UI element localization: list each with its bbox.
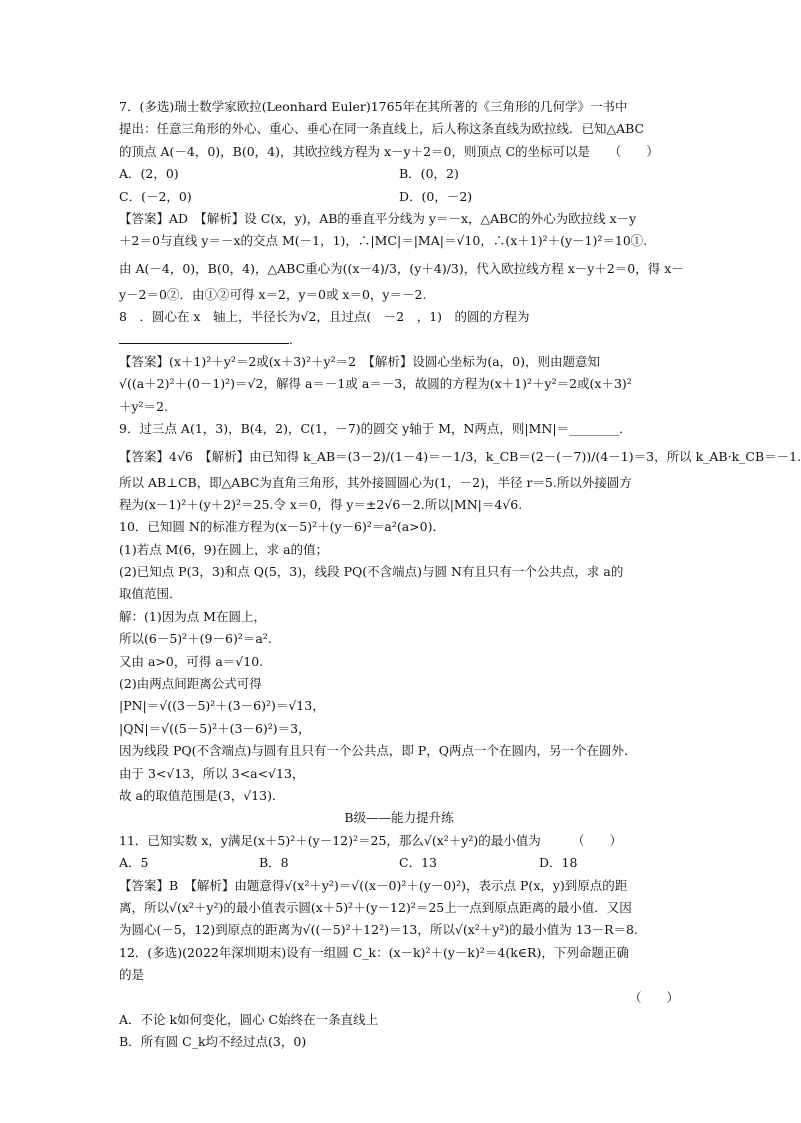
q7-answer-line-1: 【答案】AD 【解析】设 C(x，y)，AB的垂直平分线为 y＝－x，△ABC的外心为欧拉线 x－y xyxy=(119,210,637,226)
q9-answer-line-3: 程为(x－1)²＋(y＋2)²＝25.令 x＝0，得 y＝±2√6－2.所以|MN|＝4√6. xyxy=(119,496,523,512)
q11-answer-line-1: 【答案】B 【解析】由题意得√(x²＋y²)＝√((x－0)²＋(y－0)²)，表示点 P(x，y)到原点的距 xyxy=(119,877,628,893)
q7-options-row-2 xyxy=(119,186,679,208)
q10-solution-line-5: |PN|＝√((3－5)²＋(3－6)²)＝√13， xyxy=(119,698,325,714)
q12-stem-line-2: 的是 xyxy=(119,967,145,983)
q10-stem-line-4: 取值范围． xyxy=(119,586,182,602)
q11-option-d[interactable]: D．18 xyxy=(539,855,578,871)
q8-answer-line-3: ＋y²＝2. xyxy=(119,398,168,414)
q8-answer-blank[interactable]: . xyxy=(119,329,679,351)
answer-blank-line xyxy=(119,329,289,344)
q10-stem-line-3: (2)已知点 P(3，3)和点 Q(5，3)，线段 PQ(不含端点)与圆 N有且只有一个公共点，求 a的 xyxy=(119,564,624,580)
q7-option-c[interactable]: C．(－2，0) xyxy=(119,188,192,204)
q8-answer-line-1: 【答案】(x＋1)²＋y²＝2或(x＋3)²＋y²＝2 【解析】设圆心坐标为(a，0)，则由题意知 xyxy=(119,353,600,369)
q11-answer-line-2: 离，所以√(x²＋y²)的最小值表示圆(x＋5)²＋(y－12)²＝25上一点到原点距离的最小值．又因 xyxy=(119,899,632,915)
q7-answer-line-3: 由 A(－4，0)，B(0，4)，△ABC重心为((x－4)/3，(y＋4)/3)，代入欧拉线方程 x－y＋2＝0，得 x－ xyxy=(119,260,684,276)
q12-stem-line-1: 12．(多选)(2022年深圳期末)设有一组圆 C_k：(x－k)²＋(y－k)²＝4(k∈R)，下列命题正确 xyxy=(119,944,629,960)
q12-option-b[interactable]: B．所有圆 C_k均不经过点(3，0) xyxy=(119,1034,307,1050)
q10-stem-line-1: 10．已知圆 N的标准方程为(x－5)²＋(y－6)²＝a²(a>0)． xyxy=(119,519,445,535)
q10-solution-line-9: 故 a的取值范围是(3，√13)． xyxy=(119,787,285,803)
q9-answer-line-1: 【答案】4√6 【解析】由已知得 k_AB＝(3－2)/(1－4)＝－1/3，k_CB＝(2－(－7))/(4－1)＝3，所以 k_AB·k_CB＝－1. xyxy=(119,448,801,464)
q10-solution-line-7: 因为线段 PQ(不含端点)与圆有且只有一个公共点，即 P，Q两点一个在圆内，另一个在圆外． xyxy=(119,743,637,759)
q11-option-c[interactable]: C．13 xyxy=(399,855,437,871)
q11-answer-line-3: 为圆心(－5，12)到原点的距离为√((－5)²＋12²)＝13，所以√(x²＋y²)的最小值为 13－R＝8. xyxy=(119,922,638,938)
q7-answer-line-2: ＋2＝0与直线 y＝－x的交点 M(－1，1)，∴|MC|＝|MA|＝√10，∴(x＋1)²＋(y－1)²＝10①. xyxy=(119,233,648,249)
document-page xyxy=(119,96,801,1054)
q10-solution-line-6: |QN|＝√((5－5)²＋(3－6)²)＝3， xyxy=(119,720,311,736)
q12-option-a[interactable]: A．不论 k如何变化，圆心 C始终在一条直线上 xyxy=(119,1011,379,1027)
q11-option-b[interactable]: B．8 xyxy=(259,855,289,871)
section-heading: B级——能力提升练 xyxy=(344,810,454,826)
q11-stem-line-1: 11．已知实数 x，y满足(x＋5)²＋(y－12)²＝25，那么√(x²＋y²)的最小值为 （ ） xyxy=(119,832,622,848)
q12-answer-paren[interactable]: （ ） xyxy=(628,989,679,1005)
q7-options-row-1 xyxy=(119,163,679,185)
q9-answer-line-2: 所以 AB⊥CB，即△ABC为直角三角形，其外接圆圆心为(1，－2)，半径 r＝5.所以外接圆方 xyxy=(119,474,632,490)
q10-stem-line-2: (1)若点 M(6，9)在圆上，求 a的值； xyxy=(119,541,329,557)
q10-solution-line-8: 由于 3<√13，所以 3<a<√13， xyxy=(119,765,305,781)
q7-option-a[interactable]: A．(2，0) xyxy=(119,166,179,182)
q11-option-a[interactable]: A．5 xyxy=(119,855,149,871)
q8-answer-line-2: √((a＋2)²＋(0－1)²)＝√2，解得 a＝－1或 a＝－3，故圆的方程为(x＋1)²＋y²＝2或(x＋3)² xyxy=(119,376,632,392)
q10-solution-line-3: 又由 a>0，可得 a＝√10. xyxy=(119,653,264,669)
q7-stem-line-3: 的顶点 A(－4，0)，B(0，4)，其欧拉线方程为 x－y＋2＝0，则顶点 C的坐标可以是 （ ） xyxy=(119,143,659,159)
q7-option-b[interactable]: B．(0，2) xyxy=(399,166,459,182)
q7-option-d[interactable]: D．(0，－2) xyxy=(399,188,473,204)
q10-solution-line-2: 所以(6－5)²＋(9－6)²＝a². xyxy=(119,631,272,647)
q7-stem-line-1: 7．(多选)瑞士数学家欧拉(Leonhard Euler)1765年在其所著的《三角形的几何学》一书中 xyxy=(119,99,628,114)
q8-stem-line-1: 8 ．圆心在 x 轴上，半径长为√2，且过点( －2 ，1) 的圆的方程为 xyxy=(119,309,530,325)
q10-solution-line-4: (2)由两点间距离公式可得 xyxy=(119,676,262,692)
q11-options-row xyxy=(119,852,679,874)
q7-stem-line-2: 提出：任意三角形的外心、重心、垂心在同一条直线上，后人称这条直线为欧拉线．已知△ABC xyxy=(119,121,645,137)
q10-solution-line-1: 解：(1)因为点 M在圆上， xyxy=(119,608,266,624)
q9-stem-line-1: 9．过三点 A(1，3)，B(4，2)，C(1，－7)的圆交 y轴于 M，N两点，则|MN|＝________． xyxy=(119,421,632,437)
q7-answer-line-4: y－2＝0②．由①②可得 x＝2，y＝0或 x＝0，y＝－2. xyxy=(119,286,427,302)
q12-answer-paren-row xyxy=(119,987,679,1009)
